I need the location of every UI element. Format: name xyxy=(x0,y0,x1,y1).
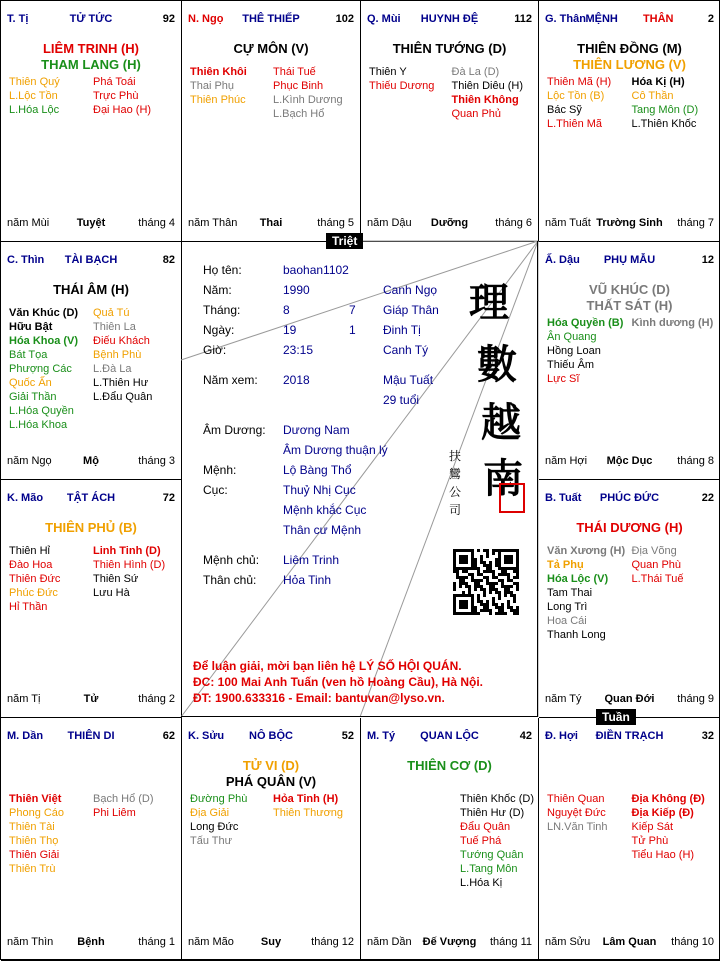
age-value: 29 tuổi xyxy=(383,393,420,407)
minor-star: Cô Thần xyxy=(631,90,674,102)
minor-star: Phong Cáo xyxy=(9,807,65,819)
seal-char-2: 數 xyxy=(477,341,517,388)
cuc-note: Mệnh khắc Cục xyxy=(283,503,367,517)
minor-star: Thanh Long xyxy=(547,629,606,641)
info-value-canchi: Canh Ngọ xyxy=(383,283,438,297)
palace-phase: Trường Sinh xyxy=(596,217,663,229)
palace-year: năm Tý xyxy=(545,693,582,705)
minor-star: L.Hóa Kị xyxy=(460,877,503,889)
palace-month: tháng 5 xyxy=(317,217,354,229)
palace-house-name: HUYNH ĐỆ xyxy=(420,13,479,25)
palace-number: 2 xyxy=(707,13,714,25)
main-star: THAM LANG (H) xyxy=(41,57,141,72)
info-value-solar: 19 xyxy=(283,323,297,337)
minor-star: Tả Phụ xyxy=(547,559,584,571)
palace-number: 22 xyxy=(701,492,714,504)
palace-position: K. Mão xyxy=(7,492,44,504)
main-star: TỬ VI (D) xyxy=(242,758,300,773)
palace-number: 62 xyxy=(162,730,175,742)
minor-star: Thiên Giải xyxy=(9,849,60,861)
palace-phase: Lâm Quan xyxy=(602,936,657,948)
palace-phase: Dưỡng xyxy=(430,217,469,229)
minor-star: Hóa Quyền (B) xyxy=(547,317,624,329)
info-label: Năm: xyxy=(203,283,232,297)
palace-house-name: TẬT ÁCH xyxy=(66,492,116,504)
palace-month: tháng 10 xyxy=(671,936,714,948)
palace-month: tháng 4 xyxy=(138,217,175,229)
minor-star: Hóa Kị (H) xyxy=(631,76,685,88)
minor-star: Đại Hao (H) xyxy=(93,104,152,116)
minor-star: L.Thiên Mã xyxy=(547,118,603,130)
palace-house-name: MỆNH xyxy=(585,13,618,25)
palace-year: năm Dần xyxy=(367,936,412,948)
minor-star: Hỏa Tinh (H) xyxy=(273,793,339,805)
cuc-value: Thuỷ Nhị Cục xyxy=(283,483,356,497)
minor-star: Phục Binh xyxy=(273,80,324,92)
palace-year: năm Sửu xyxy=(545,936,591,948)
qr-code xyxy=(453,549,519,615)
minor-star: Thiên La xyxy=(93,321,136,333)
main-star: CỰ MÔN (V) xyxy=(233,41,309,56)
minor-star: Thiên Tài xyxy=(9,821,55,833)
minor-star: Ân Quang xyxy=(547,331,597,343)
minor-star: Phi Liêm xyxy=(93,807,136,819)
palace-phase: Đế Vượng xyxy=(422,936,477,948)
palace-number: 112 xyxy=(514,13,532,25)
minor-star: Quả Tú xyxy=(93,307,130,319)
minor-star: Hoa Cái xyxy=(547,615,587,627)
minor-star: Linh Tinh (D) xyxy=(93,545,161,557)
minor-star: Hữu Bật xyxy=(9,321,53,333)
info-value-lunar: 7 xyxy=(349,303,356,317)
info-value-solar: 8 xyxy=(283,303,290,317)
namxem-value: 2018 xyxy=(283,373,310,387)
menh-value: Lộ Bàng Thổ xyxy=(283,463,352,477)
minor-star: Địa Kiếp (Đ) xyxy=(631,807,694,819)
minor-star: Thiên Y xyxy=(369,66,407,78)
minor-star: Kiếp Sát xyxy=(631,821,674,833)
palace-phase: Quan Đới xyxy=(604,693,655,705)
palace-phase: Mộ xyxy=(83,455,99,467)
palace-year: năm Hợi xyxy=(545,455,588,467)
main-star: THIÊN CƠ (D) xyxy=(407,758,492,773)
minor-star: Thiên Thương xyxy=(273,807,344,819)
info-value-solar: baohan1102 xyxy=(283,263,349,277)
minor-star: Thiên Đức xyxy=(9,573,61,585)
minor-star: Tam Thai xyxy=(547,587,593,599)
minor-star: Lộc Tồn (B) xyxy=(547,90,605,102)
palace-house-name: QUAN LỘC xyxy=(420,730,479,742)
palace-number: 32 xyxy=(701,730,714,742)
palace-month: tháng 1 xyxy=(138,936,175,948)
palace-number: 52 xyxy=(341,730,354,742)
minor-star: Bát Tọa xyxy=(9,349,48,361)
cuc-label: Cục: xyxy=(203,483,228,497)
amduong-value: Dương Nam xyxy=(283,423,350,437)
minor-star: Thiên Không xyxy=(451,94,519,106)
palace-number: 72 xyxy=(162,492,175,504)
minor-star: Thái Tuế xyxy=(273,66,316,78)
palace-month: tháng 8 xyxy=(677,455,714,467)
minor-star: L.Đẩu Quân xyxy=(93,391,153,403)
main-star: LIÊM TRINH (H) xyxy=(42,41,140,56)
palace-month: tháng 12 xyxy=(311,936,354,948)
amduong-note: Âm Dương thuận lý xyxy=(283,443,388,457)
palace-month: tháng 3 xyxy=(138,455,175,467)
minor-star: Thiên Khôi xyxy=(190,66,247,78)
minor-star: Điếu Khách xyxy=(93,335,150,347)
palace-phase: Tuyệt xyxy=(76,217,106,229)
main-star: THIÊN LƯƠNG (V) xyxy=(573,57,686,72)
palace-month: tháng 11 xyxy=(489,936,532,948)
minor-star: Hóa Khoa (V) xyxy=(9,335,79,347)
palace-position: T. Tị xyxy=(7,13,29,25)
minor-star: Tấu Thư xyxy=(190,835,233,847)
minor-star: L.Hóa Lộc xyxy=(9,104,60,116)
triet-tag: Triệt xyxy=(326,233,363,249)
palace-house-name: TỬ TỨC xyxy=(69,13,113,25)
minor-star: L.Thiên Hư xyxy=(93,377,149,389)
main-star: THÁI DƯƠNG (H) xyxy=(576,520,683,535)
main-star: VŨ KHÚC (D) xyxy=(589,282,670,297)
minor-star: Bệnh Phù xyxy=(93,349,142,361)
minor-star: Văn Khúc (D) xyxy=(9,307,79,319)
palace-year: năm Mão xyxy=(188,936,234,948)
minor-star: L.Thiên Khốc xyxy=(631,118,697,130)
minor-star: Thiên Hình (D) xyxy=(93,559,166,571)
minor-star: Thiên Diêu (H) xyxy=(451,80,524,92)
minor-star: Đường Phù xyxy=(190,793,248,805)
main-star: THIÊN TƯỚNG (D) xyxy=(392,41,507,56)
palace-position: G. Thân xyxy=(545,13,586,25)
palace-house-name: NÔ BỘC xyxy=(249,730,293,742)
palace-phase: Suy xyxy=(260,936,282,948)
palace-month: tháng 9 xyxy=(677,693,714,705)
info-value-canchi: Canh Tý xyxy=(383,343,429,357)
minor-star: LN.Văn Tinh xyxy=(547,821,608,833)
palace-year: năm Ngọ xyxy=(7,455,52,467)
minor-star: L.Lộc Tồn xyxy=(9,90,58,102)
minor-star: Thai Phụ xyxy=(190,80,235,92)
palace-phase: Thai xyxy=(259,217,283,229)
minor-star: Đà La (D) xyxy=(451,66,500,78)
info-label: Giờ: xyxy=(203,343,227,357)
palace-number: 42 xyxy=(519,730,532,742)
minor-star: Kình dương (H) xyxy=(631,317,714,329)
palace-house-name: THÊ THIẾP xyxy=(242,13,300,25)
palace-house-name: THIÊN DI xyxy=(67,730,115,742)
info-value-lunar: 1 xyxy=(349,323,356,337)
minor-star: L.Thái Tuế xyxy=(631,573,684,585)
palace-phase: Mộc Dục xyxy=(606,455,653,467)
palace-month: tháng 2 xyxy=(138,693,175,705)
minor-star: Thiên Thọ xyxy=(9,835,59,847)
minor-star: L.Hóa Khoa xyxy=(9,419,68,431)
minor-star: Thiên Sứ xyxy=(93,573,139,585)
palace-phase: Tử xyxy=(83,693,99,705)
minor-star: Lực Sĩ xyxy=(547,373,580,385)
minor-star: Địa Võng xyxy=(631,545,677,557)
minor-star: L.Đà La xyxy=(93,363,132,375)
minor-star: Địa Giải xyxy=(190,807,230,819)
minor-star: Giải Thần xyxy=(9,391,57,403)
minor-star: Thiếu Âm xyxy=(547,359,595,371)
palace-position: N. Ngọ xyxy=(188,13,224,25)
minor-star: Trực Phù xyxy=(93,90,139,102)
minor-star: Tuế Phá xyxy=(460,835,502,847)
palace-position: Ấ. Dậu xyxy=(545,254,580,266)
namxem-label: Năm xem: xyxy=(203,373,258,387)
contact-line-2: ĐC: 100 Mai Anh Tuấn (ven hồ Hoàng Cầu), Hà Nội. xyxy=(193,675,484,689)
minor-star: Hỉ Thần xyxy=(9,601,48,613)
minor-star: Thiên Hỉ xyxy=(9,545,50,557)
palace-year: năm Dậu xyxy=(367,217,412,229)
small-seal-text: 扶鸞公司 xyxy=(449,449,462,517)
minor-star: Quốc Ấn xyxy=(9,377,52,389)
seal-char-3: 越 xyxy=(481,399,521,446)
palace-month: tháng 7 xyxy=(677,217,714,229)
palace-year: năm Thân xyxy=(188,217,238,229)
contact-line-3: ĐT: 1900.633316 - Email: bantuvan@lyso.vn. xyxy=(193,691,445,705)
minor-star: Long Trì xyxy=(547,601,588,613)
palace-position: K. Sửu xyxy=(188,730,225,742)
minor-star: Thiên Việt xyxy=(9,793,62,805)
info-value-solar: 23:15 xyxy=(283,343,314,357)
minor-star: Thiên Khốc (D) xyxy=(460,793,534,805)
minor-star: Lưu Hà xyxy=(93,587,130,599)
info-label: Ngày: xyxy=(203,323,235,337)
minor-star: Văn Xương (H) xyxy=(547,545,626,557)
minor-star: Thiếu Dương xyxy=(369,80,435,92)
palace-house-name: PHÚC ĐỨC xyxy=(599,492,660,504)
minor-star: L.Bạch Hổ xyxy=(273,108,325,120)
thanchu-label: Thân chủ: xyxy=(203,573,257,587)
minor-star: L.Tang Môn xyxy=(460,863,518,875)
seal-char-4: 南 xyxy=(483,455,523,502)
minor-star: L.Hóa Quyền xyxy=(9,405,74,417)
minor-star: Bác Sỹ xyxy=(547,104,582,116)
main-star: THIÊN PHỦ (B) xyxy=(45,520,137,535)
minor-star: Long Đức xyxy=(190,821,239,833)
minor-star: Nguyệt Đức xyxy=(547,807,606,819)
tuan-tag: Tuần xyxy=(596,709,636,725)
palace-phase: Bệnh xyxy=(77,936,105,948)
minor-star: Địa Không (Đ) xyxy=(631,793,705,805)
palace-position: M. Dần xyxy=(7,730,44,742)
info-value-canchi: Đinh Tị xyxy=(383,323,421,337)
palace-year: năm Tuất xyxy=(545,217,591,229)
menhchu-label: Mệnh chủ: xyxy=(203,553,260,567)
seal-char-1: 理 xyxy=(469,279,509,326)
minor-star: Thiên Quý xyxy=(9,76,60,88)
minor-star: Tiểu Hao (H) xyxy=(631,849,695,861)
main-star: THÁI ÂM (H) xyxy=(53,282,129,297)
palace-position: B. Tuất xyxy=(545,492,582,504)
main-star: THIÊN ĐỒNG (M) xyxy=(577,41,682,56)
palace-house-name: TÀI BẠCH xyxy=(64,254,118,266)
palace-number: 82 xyxy=(162,254,175,266)
minor-star: Thiên Mã (H) xyxy=(547,76,612,88)
palace-position: C. Thìn xyxy=(7,254,45,266)
minor-star: Phúc Đức xyxy=(9,587,58,599)
minor-star: Đẩu Quân xyxy=(460,821,511,833)
minor-star: Quan Phù xyxy=(631,559,682,571)
palace-year: năm Tị xyxy=(7,693,41,705)
center-info-panel xyxy=(181,241,538,717)
main-star: PHÁ QUÂN (V) xyxy=(225,774,317,789)
palace-house-name: PHỤ MẪU xyxy=(603,254,656,266)
palace-year: năm Thìn xyxy=(7,936,54,948)
palace-position: Q. Mùi xyxy=(367,13,401,25)
contact-line-1: Để luận giải, mời bạn liên hệ LÝ SỐ HỘI QUÁN. xyxy=(193,659,462,673)
minor-star: Phá Toái xyxy=(93,76,136,88)
amduong-label: Âm Dương: xyxy=(203,423,266,437)
palace-house-name: ĐIỀN TRẠCH xyxy=(595,730,664,742)
minor-star: L.Kình Dương xyxy=(273,94,343,106)
minor-star: Tử Phù xyxy=(631,835,669,847)
palace-position: M. Tý xyxy=(367,730,396,742)
red-seal-stamp xyxy=(499,483,525,513)
minor-star: Hồng Loan xyxy=(547,345,601,357)
minor-star: Bạch Hổ (D) xyxy=(93,793,154,805)
minor-star: Hóa Lộc (V) xyxy=(547,573,609,585)
info-label: Họ tên: xyxy=(203,263,242,277)
info-label: Tháng: xyxy=(203,303,241,317)
palace-month: tháng 6 xyxy=(495,217,532,229)
thanchu-value: Hỏa Tinh xyxy=(283,573,332,587)
menhchu-value: Liêm Trinh xyxy=(283,553,340,567)
palace-year: năm Mùi xyxy=(7,217,50,229)
minor-star: Đào Hoa xyxy=(9,559,53,571)
minor-star: Phượng Các xyxy=(9,363,72,375)
palace-position: Đ. Hợi xyxy=(545,730,578,742)
than-cu-note: Thân cư Mệnh xyxy=(283,523,362,537)
palace-number: 92 xyxy=(162,13,175,25)
minor-star: Thiên Phúc xyxy=(190,94,246,106)
palace-number: 102 xyxy=(335,13,354,25)
palace-number: 12 xyxy=(701,254,714,266)
minor-star: Thiên Quan xyxy=(547,793,605,805)
palace-than-marker: THÂN xyxy=(642,13,674,25)
minor-star: Tang Môn (D) xyxy=(631,104,699,116)
minor-star: Quan Phủ xyxy=(451,108,502,120)
namxem-canchi: Mậu Tuất xyxy=(383,373,434,387)
minor-star: Tướng Quân xyxy=(460,849,524,861)
menh-label: Mệnh: xyxy=(203,463,237,477)
info-value-solar: 1990 xyxy=(283,283,310,297)
minor-star: Thiên Trù xyxy=(9,863,56,875)
info-value-canchi: Giáp Thân xyxy=(383,303,439,317)
minor-star: Thiên Hư (D) xyxy=(460,807,525,819)
main-star: THẤT SÁT (H) xyxy=(586,298,673,313)
